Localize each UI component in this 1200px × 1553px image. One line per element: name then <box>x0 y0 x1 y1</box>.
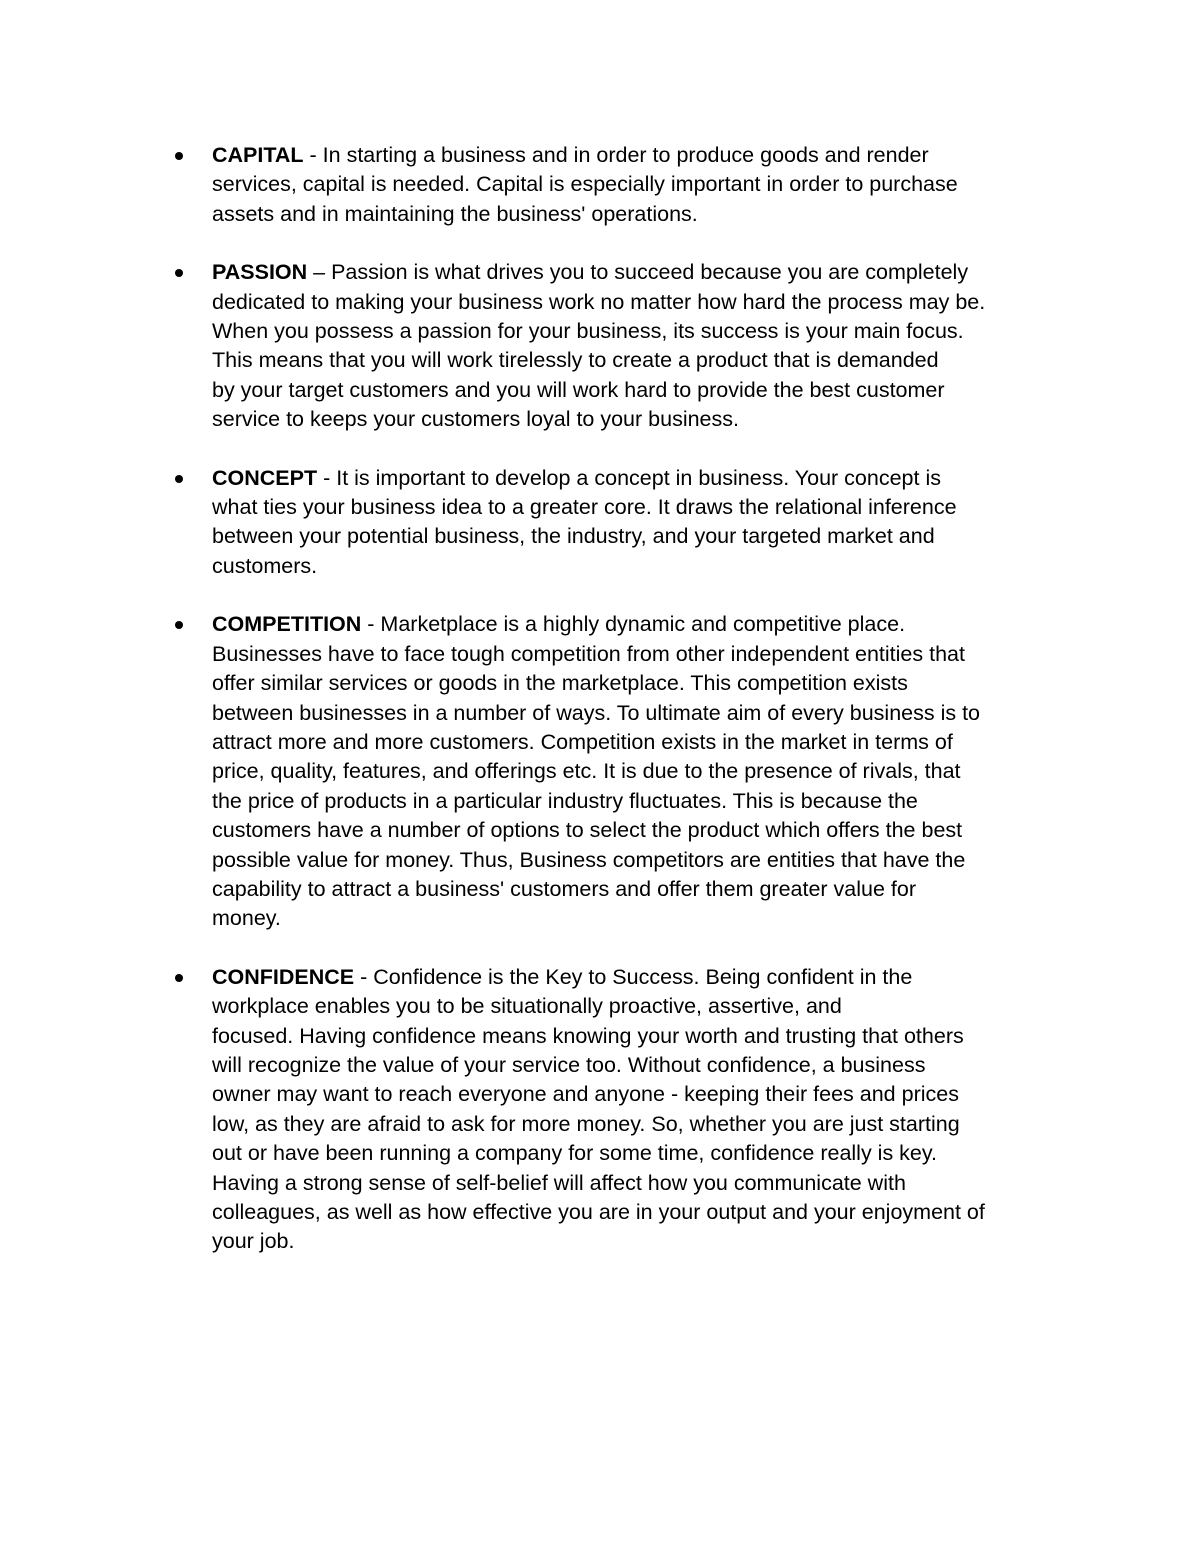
item-line: price, quality, features, and offerings etc. It is due to the presence of rivals, that <box>212 759 961 784</box>
bullet-list <box>171 141 1071 1286</box>
list-item <box>171 610 1071 933</box>
item-line: attract more and more customers. Competition exists in the market in terms of <box>212 729 953 754</box>
item-line: This means that you will work tirelessly to create a product that is demanded <box>212 348 939 373</box>
item-first-line <box>212 963 1071 992</box>
item-term: PASSION <box>212 260 308 285</box>
item-first-line <box>212 464 1071 493</box>
item-line: - Confidence is the Key to Success. Being confident in the <box>354 964 913 989</box>
item-line: by your target customers and you will work hard to provide the best customer <box>212 377 945 402</box>
item-line: Having a strong sense of self-belief will affect how you communicate with <box>212 1170 906 1195</box>
item-line: owner may want to reach everyone and anyone - keeping their fees and prices <box>212 1082 959 1107</box>
item-line: will recognize the value of your service too. Without confidence, a business <box>212 1052 926 1077</box>
item-line: Businesses have to face tough competition from other independent entities that <box>212 641 965 666</box>
list-item <box>171 963 1071 1257</box>
item-first-line <box>212 258 1071 287</box>
item-line: the price of products in a particular industry fluctuates. This is because the <box>212 788 918 813</box>
bullet-icon <box>175 475 183 483</box>
item-term: CONCEPT <box>212 465 318 490</box>
item-first-line <box>212 141 1071 170</box>
bullet-icon <box>175 269 183 277</box>
item-line: assets and in maintaining the business' operations. <box>212 201 698 226</box>
item-line: capability to attract a business' customers and offer them greater value for <box>212 876 917 901</box>
item-line: workplace enables you to be situationally proactive, assertive, and <box>212 994 842 1019</box>
item-line: customers have a number of options to select the product which offers the best <box>212 818 963 843</box>
list-item <box>171 258 1071 434</box>
item-line: - In starting a business and in order to produce goods and render <box>303 143 929 167</box>
list-item <box>171 464 1071 582</box>
item-line: low, as they are afraid to ask for more money. So, whether you are just starting <box>212 1111 960 1136</box>
item-line: your job. <box>212 1229 295 1254</box>
item-term: CONFIDENCE <box>212 964 355 989</box>
bullet-icon <box>175 152 183 160</box>
item-line: focused. Having confidence means knowing your worth and trusting that others <box>212 1023 964 1048</box>
item-line: – Passion is what drives you to succeed because you are completely <box>307 260 969 285</box>
item-line: services, capital is needed. Capital is especially important in order to purchase <box>212 172 958 197</box>
item-line: - It is important to develop a concept in business. Your concept is <box>317 465 941 490</box>
item-first-line <box>212 610 1071 639</box>
item-term: COMPETITION <box>212 612 362 637</box>
item-line: offer similar services or goods in the marketplace. This competition exists <box>212 671 908 696</box>
item-line: When you possess a passion for your business, its success is your main focus. <box>212 319 964 344</box>
item-line: service to keeps your customers loyal to your business. <box>212 407 739 432</box>
bullet-icon <box>175 974 183 982</box>
item-line: between businesses in a number of ways. To ultimate aim of every business is to <box>212 700 981 725</box>
item-term: CAPITAL <box>212 143 304 167</box>
item-line: out or have been running a company for some time, confidence really is key. <box>212 1141 938 1166</box>
item-line: what ties your business idea to a greater core. It draws the relational inference <box>212 495 957 520</box>
item-line: colleagues, as well as how effective you are in your output and your enjoyment of <box>212 1200 985 1224</box>
list-item <box>171 141 1071 229</box>
item-line: possible value for money. Thus, Business competitors are entities that have the <box>212 847 966 872</box>
item-line: dedicated to making your business work no matter how hard the process may be. <box>212 289 986 314</box>
item-line: between your potential business, the industry, and your targeted market and <box>212 524 935 549</box>
item-line: customers. <box>212 553 318 578</box>
item-line: money. <box>212 906 281 931</box>
bullet-icon <box>175 621 183 629</box>
item-line: - Marketplace is a highly dynamic and competitive place. <box>361 612 906 637</box>
